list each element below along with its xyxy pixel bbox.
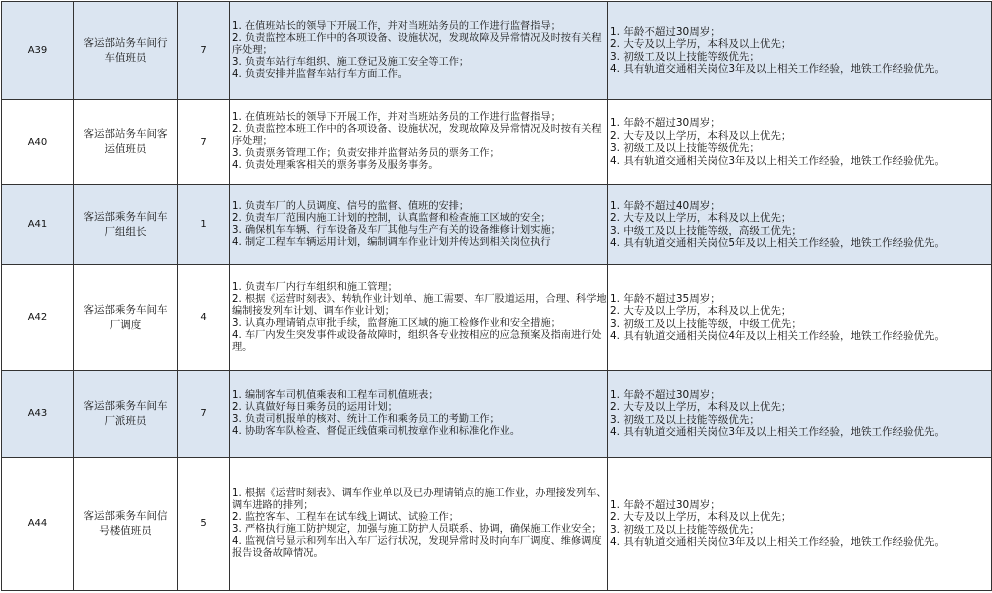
- headcount: 1: [178, 185, 230, 265]
- requirement-line: 3. 初级工及以上技能等级，中级工优先；: [610, 317, 802, 330]
- requirement-line: 2. 大专及以上学历，本科及以上优先；: [610, 129, 792, 142]
- requirement-line: 1. 年龄不超过40周岁；: [610, 199, 721, 212]
- requirement-line: 4. 具有轨道交通相关岗位4年及以上相关工作经验，地铁工作经验优先。: [610, 330, 946, 342]
- requirement-line: 4. 具有轨道交通相关岗位3年及以上相关工作经验，地铁工作经验优先。: [610, 426, 946, 439]
- requirement-line: 4. 具有轨道交通相关岗位3年及以上相关工作经验，地铁工作经验优先。: [610, 536, 946, 549]
- requirement-line: 2. 大专及以上学历，本科及以上优先；: [610, 305, 792, 317]
- position-code: A41: [2, 185, 74, 265]
- requirement-line: 1. 年龄不超过35周岁；: [610, 292, 721, 305]
- duty-line: 3. 认真办理请销点审批手续，监督施工区域的施工检修作业和安全措施；: [232, 317, 561, 329]
- requirement-line: 4. 具有轨道交通相关岗位3年及以上相关工作经验，地铁工作经验优先。: [610, 154, 946, 167]
- position-name: 客运部乘务车间车厂调度: [74, 265, 178, 370]
- requirements-cell: [608, 457, 992, 590]
- requirement-line: 3. 初级工及以上技能等级优先；: [610, 50, 760, 63]
- headcount: 5: [178, 457, 230, 590]
- requirement-line: 4. 具有轨道交通相关岗位5年及以上相关工作经验，地铁工作经验优先。: [610, 237, 946, 250]
- position-code: A39: [2, 2, 74, 100]
- duty-line: 1. 编制客车司机值乘表和工程车司机值班表；: [232, 389, 439, 401]
- requirement-line: 3. 中级工及以上技能等级，高级工优先；: [610, 224, 802, 237]
- requirement-line: 3. 初级工及以上技能等级优先；: [610, 142, 760, 155]
- duty-line: 4. 车厂内发生突发事件或设备故障时，组织各专业按相应的应急预案及指南进行处理。: [232, 329, 602, 353]
- duties-cell: [230, 457, 608, 590]
- position-code: A44: [2, 457, 74, 590]
- table-row: [2, 2, 992, 100]
- requirement-line: 1. 年龄不超过30周岁；: [610, 498, 721, 511]
- table-row: [2, 185, 992, 265]
- position-code: A43: [2, 370, 74, 457]
- requirement-line: 4. 具有轨道交通相关岗位3年及以上相关工作经验，地铁工作经验优先。: [610, 63, 946, 76]
- requirements-cell: [608, 185, 992, 265]
- duty-line: 4. 监视信号显示和列车出入车厂运行状况，发现异常时及时向车厂调度、维修调度报告设备故障情况。: [232, 535, 602, 559]
- duty-line: 2. 监控客车、工程车在试车线上调试、试验工作；: [232, 511, 459, 523]
- duties-cell: [230, 2, 608, 100]
- table-row: [2, 370, 992, 457]
- position-code: A42: [2, 265, 74, 370]
- recruitment-table: [1, 1, 992, 591]
- requirement-line: 1. 年龄不超过30周岁；: [610, 25, 721, 38]
- position-name: 客运部乘务车间车厂组组长: [74, 185, 178, 265]
- table-row: [2, 100, 992, 185]
- requirement-line: 3. 初级工及以上技能等级优先；: [610, 523, 760, 536]
- duty-line: 1. 负责车厂内行车组织和施工管理；: [232, 281, 398, 293]
- requirements-cell: [608, 265, 992, 370]
- requirements-cell: [608, 370, 992, 457]
- duty-line: 1. 负责车厂的人员调度、信号的监督、值班的安排；: [232, 200, 470, 212]
- position-code: A40: [2, 100, 74, 185]
- duty-line: 3. 严格执行施工防护规定，加强与施工防护人员联系、协调，确保施工作业安全；: [232, 523, 602, 535]
- duty-line: 4. 负责处理乘客相关的票务事务及服务事务。: [232, 160, 439, 172]
- table-body: [2, 2, 992, 591]
- duties-cell: [230, 265, 608, 370]
- headcount: 7: [178, 100, 230, 185]
- requirement-line: 1. 年龄不超过30周岁；: [610, 388, 721, 401]
- duty-line: 2. 根据《运营时刻表》、转轨作业计划单、施工需要、车厂股道运用，合理、科学地编制接发列车计划、调车作业计划；: [232, 293, 607, 317]
- requirement-line: 2. 大专及以上学历，本科及以上优先；: [610, 212, 792, 225]
- requirement-line: 3. 初级工及以上技能等级优先；: [610, 413, 760, 426]
- duty-line: 3. 负责司机报单的核对、统计工作和乘务员工的考勤工作；: [232, 413, 500, 425]
- duty-line: 3. 确保机车车辆、行车设备及车厂其他与生产有关的设备维修计划实施；: [232, 224, 561, 236]
- headcount: 4: [178, 265, 230, 370]
- position-name: 客运部乘务车间信号楼值班员: [74, 457, 178, 590]
- duty-line: 4. 负责安排并监督车站行车方面工作。: [232, 68, 408, 80]
- position-name: 客运部站务车间客运值班员: [74, 100, 178, 185]
- duty-line: 2. 负责监控本班工作中的各项设备、设施状况，发现故障及异常情况及时按有关程序处理；: [232, 124, 602, 148]
- table-row: [2, 457, 992, 590]
- duty-line: 3. 负责车站行车组织、施工登记及施工安全等工作；: [232, 56, 470, 68]
- requirement-line: 2. 大专及以上学历，本科及以上优先；: [610, 38, 792, 51]
- headcount: 7: [178, 2, 230, 100]
- duty-line: 4. 协助客车队检查、督促正线值乘司机按章作业和标准化作业。: [232, 425, 521, 437]
- requirement-line: 2. 大专及以上学历，本科及以上优先；: [610, 401, 792, 414]
- duties-cell: [230, 370, 608, 457]
- duty-line: 3. 负责票务管理工作；负责安排并监督站务员的票务工作；: [232, 148, 500, 160]
- duty-line: 1. 在值班站长的领导下开展工作，并对当班站务员的工作进行监督指导；: [232, 112, 561, 124]
- duty-line: 4. 制定工程车车辆运用计划，编制调车作业计划并传达到相关岗位执行: [232, 236, 551, 248]
- duty-line: 2. 负责车厂范围内施工计划的控制，认真监督和检查施工区域的安全；: [232, 212, 551, 224]
- duties-cell: [230, 100, 608, 185]
- requirements-cell: [608, 100, 992, 185]
- duty-line: 2. 负责监控本班工作中的各项设备、设施状况，发现故障及异常情况及时按有关程序处理；: [232, 32, 602, 56]
- duties-cell: [230, 185, 608, 265]
- position-name: 客运部站务车间行车值班员: [74, 2, 178, 100]
- duty-line: 1. 根据《运营时刻表》、调车作业单以及已办理请销点的施工作业，办理接发列车、调车进路的排列；: [232, 487, 607, 511]
- requirements-cell: [608, 2, 992, 100]
- requirement-line: 1. 年龄不超过30周岁；: [610, 117, 721, 130]
- duty-line: 2. 认真做好每日乘务员的运用计划；: [232, 401, 398, 413]
- position-name: 客运部乘务车间车厂派班员: [74, 370, 178, 457]
- duty-line: 1. 在值班站长的领导下开展工作，并对当班站务员的工作进行监督指导；: [232, 20, 561, 32]
- table-row: [2, 265, 992, 370]
- headcount: 7: [178, 370, 230, 457]
- requirement-line: 2. 大专及以上学历，本科及以上优先；: [610, 511, 792, 524]
